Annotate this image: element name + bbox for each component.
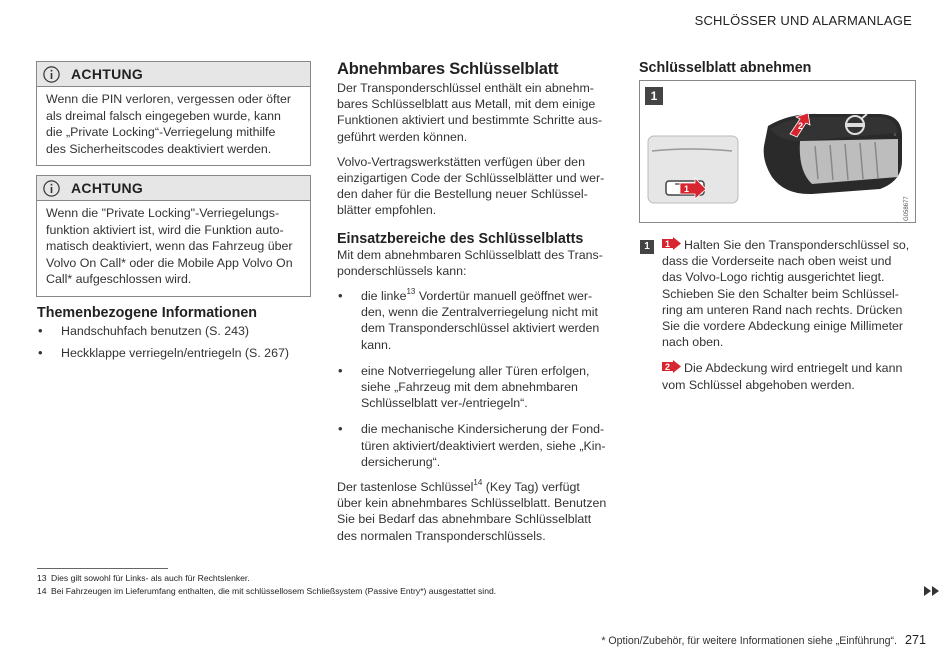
- text-line: [662, 237, 914, 253]
- footnote-text: Dies gilt sowohl für Links- als auch für Rechtslenker.: [51, 573, 250, 583]
- text-line: einzigartigen Code der Schlüsselblätter und wer-: [337, 171, 605, 186]
- footnote-number: 14: [37, 586, 47, 596]
- page-number: 271: [904, 633, 926, 647]
- figure-number: 1: [645, 87, 663, 105]
- chapter-title: SCHLÖSSER UND ALARMANLAGE: [694, 13, 912, 28]
- text-line: dem Transponderschlüssel aktiviert werden: [361, 321, 600, 336]
- text-line: das Volvo-Logo richtig ausgerichtet liegt.: [662, 270, 885, 285]
- text-fragment: Vordertür manuell geöffnet wer-: [415, 289, 593, 304]
- key-illustration: [640, 81, 915, 222]
- related-link[interactable]: • Heckklappe verriegeln/entriegeln (S. 267): [37, 345, 317, 361]
- related-link[interactable]: • Handschuhfach benutzen (S. 243): [37, 323, 317, 339]
- text-line: dass die Vorderseite nach oben weist und: [662, 254, 892, 269]
- red-arrow-1-icon: [662, 237, 681, 250]
- text-line: den daher für die Bestellung neuer Schlüssel-: [337, 187, 588, 202]
- related-list: [37, 323, 317, 361]
- text-line: Schieben Sie den Schalter beim Schlüssel-: [662, 286, 899, 301]
- info-icon: [43, 180, 60, 197]
- warning-header: [37, 62, 310, 87]
- text-line: dersicherung“.: [361, 454, 441, 469]
- section-key-blade: [337, 60, 617, 544]
- text-line: blätter empfohlen.: [337, 203, 437, 218]
- text-line: [361, 288, 617, 304]
- arrow-label-2: 2: [798, 121, 804, 131]
- footnote-text: Bei Fahrzeugen im Lieferumfang enthalten, die mit schlüssellosem Schließsystem (Passive Entry*) ausgestattet sind.: [51, 586, 497, 596]
- text-fragment: Halten Sie den Transponderschlüssel so,: [684, 238, 910, 252]
- text-line: [662, 360, 914, 376]
- option-note: * Option/Zubehör, für weitere Informationen siehe „Einführung“.: [601, 635, 897, 647]
- text-line: Mit dem abnehmbaren Schlüsselblatt des Trans-: [337, 247, 603, 262]
- text-line: geführt werden können.: [337, 129, 468, 144]
- section-title: Abnehmbares Schlüsselblatt: [337, 60, 559, 78]
- warning-title: ACHTUNG: [71, 66, 144, 82]
- related-info: [37, 305, 317, 361]
- text-line: siehe „Fahrzeug mit dem abnehmbaren: [361, 380, 578, 395]
- text-fragment: Der tastenlose Schlüssel: [337, 480, 474, 495]
- text-line: kann.: [361, 337, 392, 352]
- text-line: ring am unteren Rand nach rechts. Drücken: [662, 302, 903, 317]
- subsection-intro: [337, 247, 617, 279]
- text-line: ponderschlüssels kann:: [337, 263, 467, 278]
- text-line: Wenn die "Private Locking"-Verriegelungs-: [46, 206, 280, 220]
- text-line: Sie bei Bedarf das abnehmbare Schlüsselblatt: [337, 512, 592, 527]
- key-figure: [639, 80, 916, 223]
- text-line: funktion aktiviert ist, wird die Funktion auto-: [46, 222, 284, 237]
- text-fragment: die linke: [361, 289, 407, 304]
- dealer-paragraph: [337, 154, 617, 219]
- related-title: Themenbezogene Informationen: [37, 305, 258, 321]
- footnote-ref[interactable]: 14: [473, 477, 483, 487]
- text-line: Volvo-Vertragswerkstätten verfügen über den: [337, 154, 585, 169]
- subsection-title: Einsatzbereiche des Schlüsselblatts: [337, 230, 584, 247]
- info-icon: [43, 66, 60, 83]
- red-arrow-2-icon: [662, 360, 681, 373]
- text-fragment: Die Abdeckung wird entriegelt und kann: [684, 361, 903, 376]
- text-line: vom Schlüssel abgehoben werden.: [662, 377, 855, 392]
- remove-blade-title: Schlüsselblatt abnehmen: [639, 60, 812, 76]
- text-line: matisch deaktiviert, wenn das Fahrzeug über: [46, 239, 293, 253]
- keytag-paragraph: [337, 479, 617, 544]
- arrow-label-1: 1: [684, 184, 690, 194]
- list-item: [337, 421, 617, 470]
- text-line: • eine Notverriegelung aller Türen erfolgen,: [361, 363, 590, 378]
- warning-header: [37, 176, 310, 201]
- footnote-number: 13: [37, 573, 47, 583]
- text-fragment: (Key Tag) verfügt: [482, 480, 580, 495]
- footnote-divider: [37, 568, 168, 569]
- text-line: als dreimal falsch eingegeben wurde, kann: [46, 108, 281, 123]
- text-line: • die mechanische Kindersicherung der Fond-: [361, 422, 605, 437]
- text-line: des normalen Transponderschlüssels.: [337, 528, 546, 543]
- footnote-ref[interactable]: 13: [406, 286, 416, 296]
- footnote-14: [37, 585, 496, 597]
- text-line: Der Transponderschlüssel enthält ein abnehm-: [337, 81, 594, 95]
- list-item: [337, 288, 617, 353]
- text-line: nach oben.: [662, 335, 724, 350]
- intro-paragraph: [337, 80, 617, 145]
- warning-text: [37, 201, 310, 296]
- footnote-13: [37, 572, 250, 584]
- warning-text: [37, 87, 310, 165]
- text-line: Wenn die PIN verloren, vergessen oder öfter: [46, 92, 291, 106]
- text-line: Sie die vordere Abdeckung einige Millimeter: [662, 319, 904, 334]
- text-line: türen aktiviert/deaktiviert werden, siehe „Kin-: [361, 438, 606, 453]
- text-line: Volvo On Call* oder die Mobile App Volvo On: [46, 255, 293, 270]
- text-line: des Sicherheitscodes deaktiviert werden.: [46, 141, 272, 156]
- usage-list: [337, 288, 617, 470]
- figure-code: G058677: [904, 196, 910, 221]
- text-line: über kein abnehmbares Schlüsselblatt. Benutzen: [337, 496, 607, 511]
- text-line: die „Private Locking“-Verriegelung mithilfe: [46, 125, 276, 139]
- warning-title: ACHTUNG: [71, 180, 144, 196]
- next-page-icon[interactable]: [924, 586, 940, 596]
- step-number: 1: [640, 240, 654, 254]
- step-block: [639, 237, 914, 393]
- page-footer: [601, 633, 926, 647]
- badge-label: 1: [665, 239, 671, 249]
- text-line: Funktionen aktiviert und bestimmte Schritte aus-: [337, 113, 603, 128]
- text-line: den, wenn die Zentralverriegelung nicht mit: [361, 305, 598, 320]
- badge-label: 2: [665, 362, 671, 373]
- warning-box-2: [36, 175, 311, 297]
- list-item: [337, 363, 617, 412]
- text-line: Schlüsselblatt ver-/entriegeln“.: [361, 396, 528, 411]
- text-line: Call* aufgeschlossen wird.: [46, 272, 192, 286]
- text-line: bares Schlüsselblatt aus Metall, mit dem einige: [337, 97, 596, 112]
- step-text: [662, 237, 914, 393]
- text-line: [337, 479, 617, 495]
- warning-box-1: [36, 61, 311, 166]
